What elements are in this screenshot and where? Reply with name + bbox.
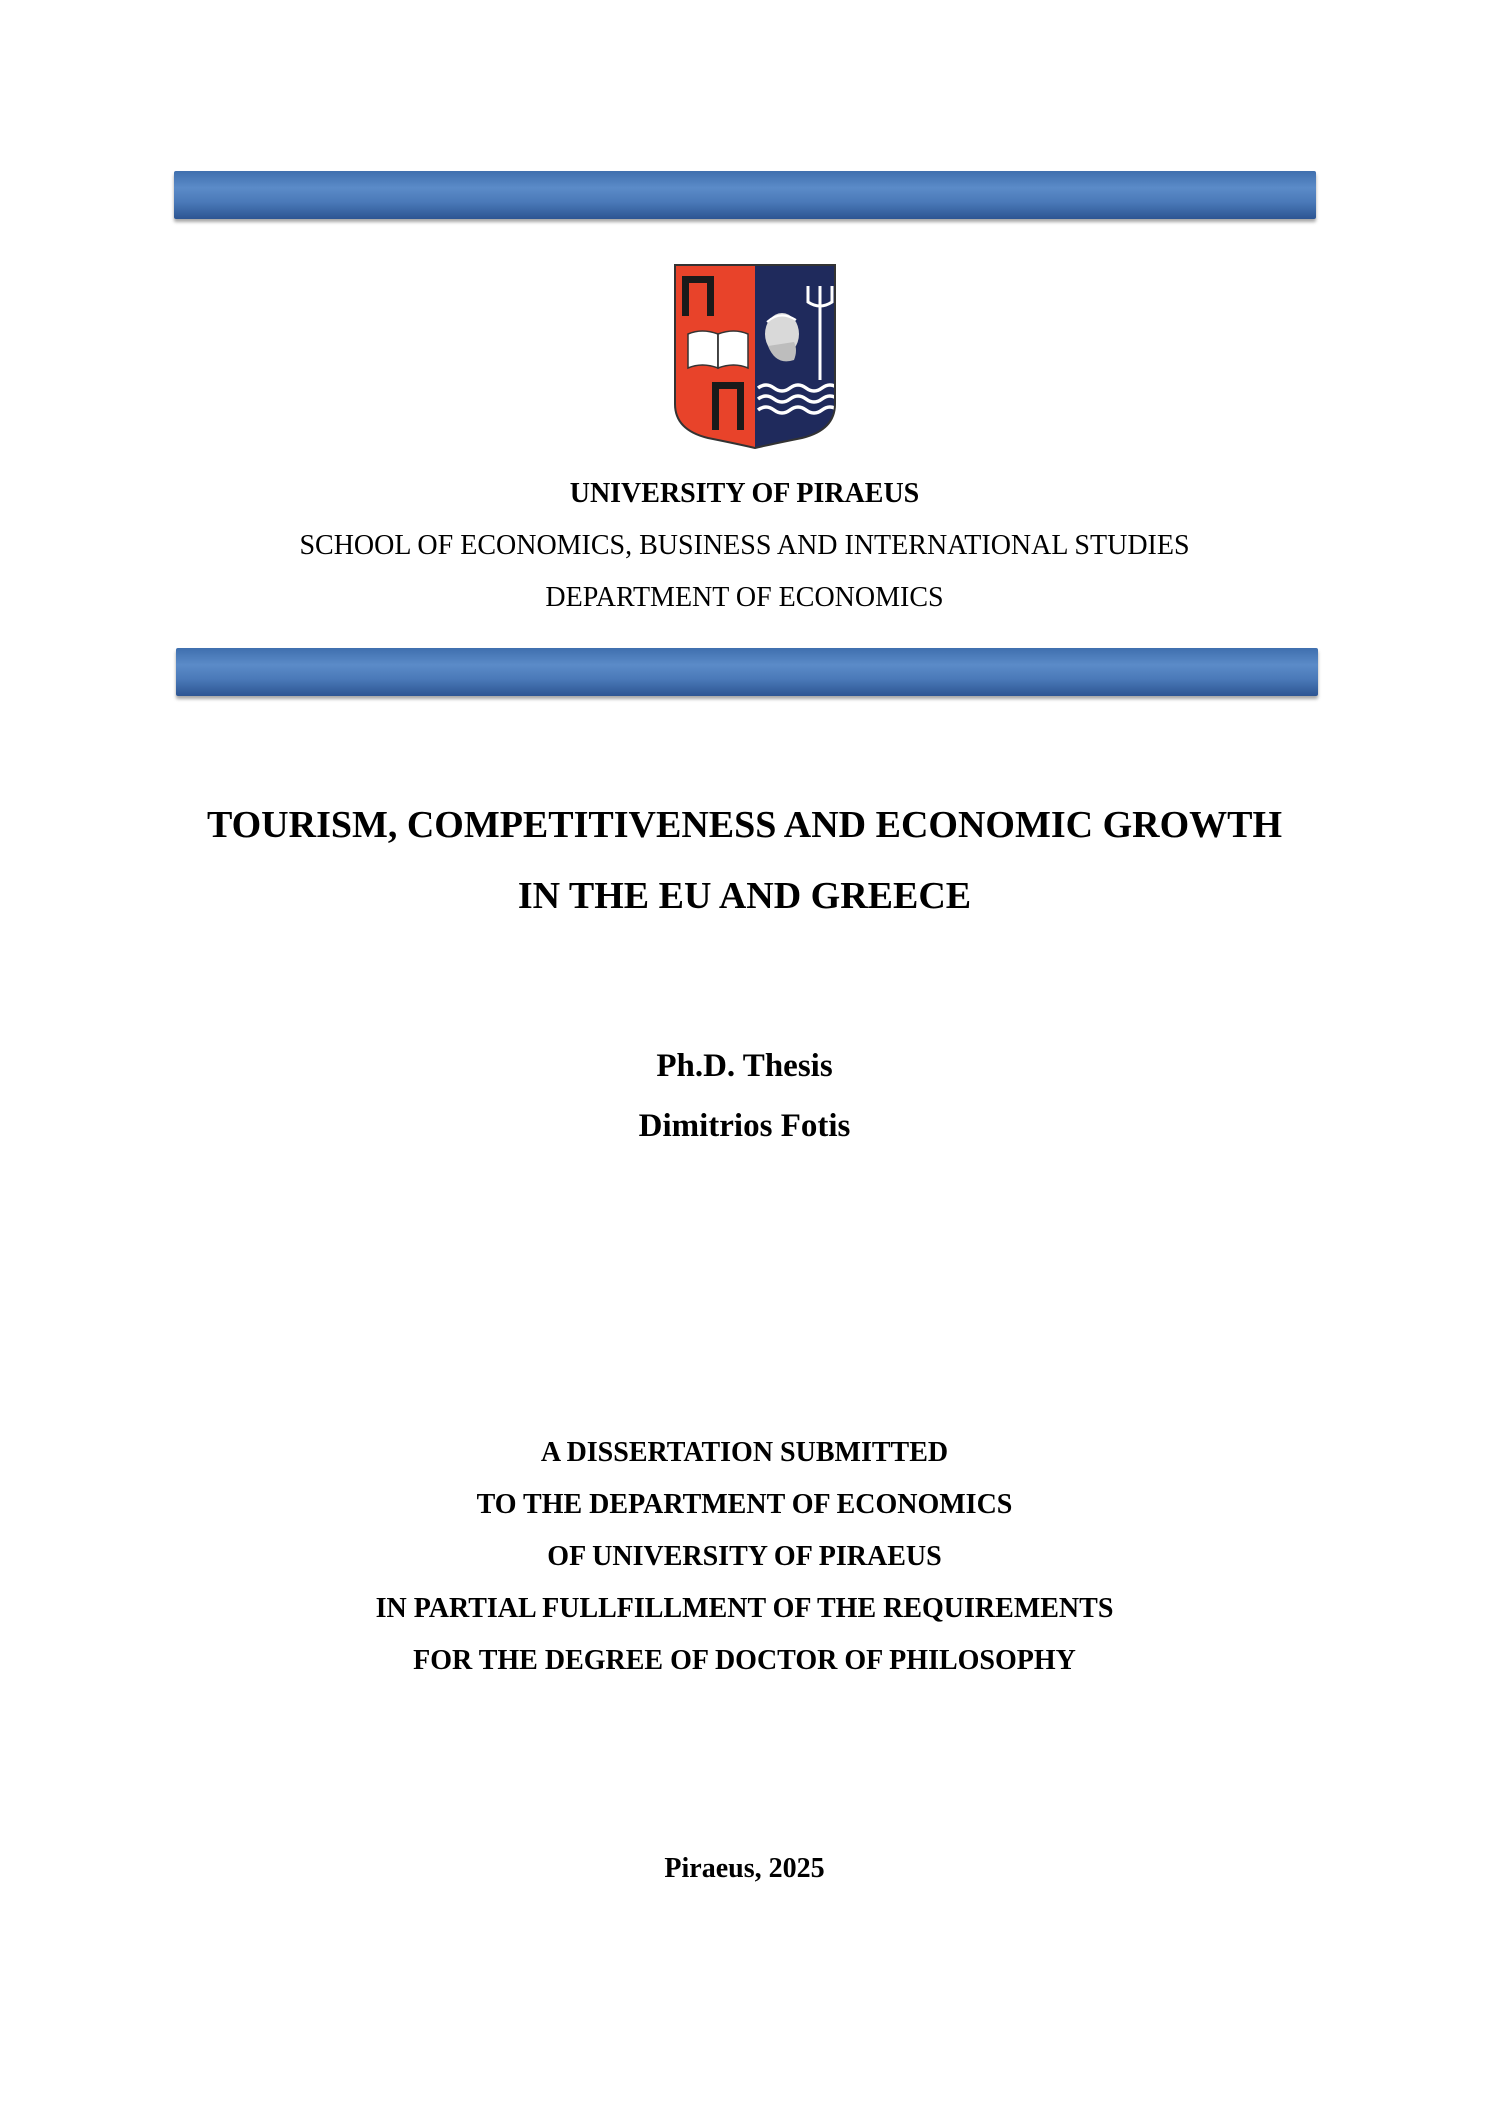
thesis-title-line-1: TOURISM, COMPETITIVENESS AND ECONOMIC GROWTH: [206, 804, 1283, 846]
dissertation-line: A DISSERTATION SUBMITTED: [540, 1437, 949, 1468]
dissertation-line: TO THE DEPARTMENT OF ECONOMICS: [476, 1489, 1013, 1520]
thesis-type: Ph.D. Thesis: [656, 1048, 833, 1084]
thesis-title-line-2: IN THE EU AND GREECE: [517, 875, 972, 917]
dissertation-line: OF UNIVERSITY OF PIRAEUS: [547, 1541, 942, 1572]
university-name: UNIVERSITY OF PIRAEUS: [569, 478, 920, 509]
dissertation-line: FOR THE DEGREE OF DOCTOR OF PHILOSOPHY: [413, 1645, 1076, 1676]
author-name: Dimitrios Fotis: [638, 1108, 851, 1144]
university-crest-icon: [672, 262, 838, 450]
department-name: DEPARTMENT OF ECONOMICS: [545, 582, 944, 613]
dissertation-line: IN PARTIAL FULLFILLMENT OF THE REQUIREMENTS: [375, 1593, 1114, 1624]
school-name: SCHOOL OF ECONOMICS, BUSINESS AND INTERNATIONAL STUDIES: [299, 530, 1190, 561]
bottom-decorative-band: [176, 648, 1318, 696]
place-and-year: Piraeus, 2025: [664, 1853, 825, 1884]
top-decorative-band: [174, 171, 1316, 219]
